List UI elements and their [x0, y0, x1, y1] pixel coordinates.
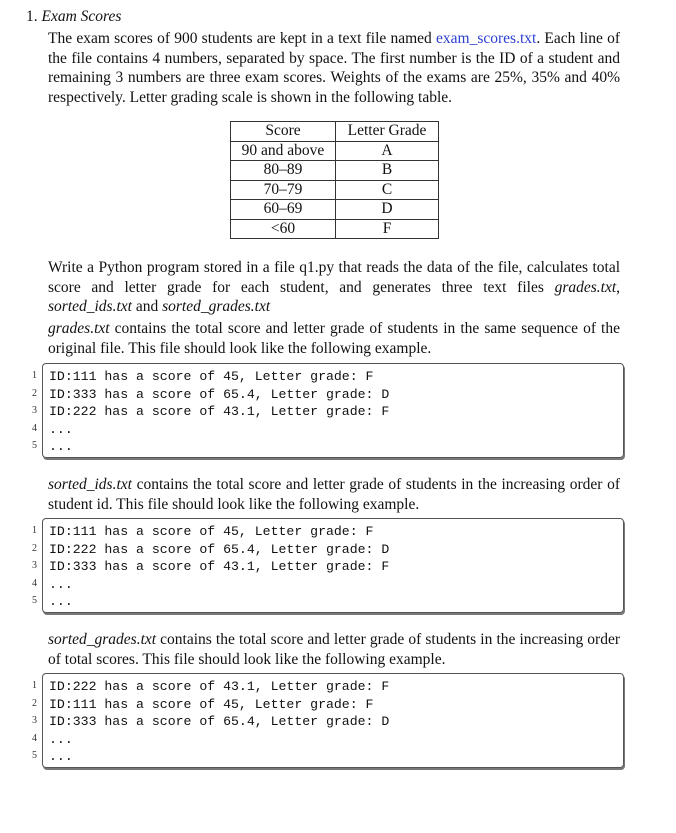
code-line [32, 367, 389, 385]
section-number: 1. [26, 8, 38, 25]
line-number: 1 [32, 680, 37, 691]
exam-scores-link[interactable]: exam_scores.txt [436, 30, 537, 47]
code-text: ... [49, 731, 73, 747]
table-cell: 60–69 [231, 200, 336, 220]
code-text: ID:111 has a score of 45, Letter grade: F [49, 696, 374, 712]
code-line [32, 557, 390, 575]
code-text: ID:333 has a score of 65.4, Letter grade: D [49, 386, 390, 402]
grading-scale-table [230, 121, 439, 239]
code-line [32, 712, 390, 730]
line-number: 4 [32, 422, 37, 434]
sorted-grades-description [48, 630, 620, 669]
table-cell: F [336, 219, 439, 239]
sorted-ids-code-example [32, 518, 624, 613]
intro-paragraph [48, 29, 620, 107]
grades-description [48, 319, 620, 358]
code-line [32, 437, 389, 455]
file-name: sorted_ids.txt [48, 476, 132, 493]
code-text: ... [49, 439, 73, 455]
code-text: ... [49, 421, 73, 437]
sorted-grades-code-example [32, 673, 624, 768]
code-text: ID:222 has a score of 65.4, Letter grade: D [49, 541, 390, 557]
line-number: 3 [32, 560, 37, 572]
line-number: 2 [32, 387, 37, 399]
table-cell: 70–79 [231, 180, 336, 200]
table-header-row [231, 122, 439, 142]
code-text: ID:222 has a score of 43.1, Letter grade: F [49, 404, 390, 420]
code-line [32, 540, 390, 558]
table-cell: C [336, 180, 439, 200]
file-name: sorted_grades.txt [48, 631, 157, 648]
code-text: ID:333 has a score of 65.4, Letter grade: D [49, 714, 390, 730]
table-header-cell: Letter Grade [336, 122, 439, 142]
table-cell: D [336, 200, 439, 220]
line-number: 2 [32, 697, 37, 709]
line-number: 3 [32, 715, 37, 727]
grades-code-example [32, 363, 624, 458]
code-line [32, 730, 389, 748]
sorted-ids-description [48, 475, 620, 514]
line-number: 4 [32, 577, 37, 589]
table-row [231, 219, 439, 239]
table-row [231, 141, 439, 161]
code-line [32, 677, 390, 695]
file-name-grades: grades.txt [554, 278, 617, 296]
intro-text-1: The exam scores of 900 students are kept in a text file named [48, 30, 437, 47]
table-cell: B [336, 161, 439, 181]
task-sep: , [616, 278, 620, 296]
line-number: 1 [32, 370, 37, 381]
code-line [32, 522, 389, 540]
line-number: 2 [32, 542, 37, 554]
line-number: 3 [32, 405, 37, 417]
code-line [32, 592, 389, 610]
table-header-cell: Score [231, 122, 336, 142]
code-text: ID:111 has a score of 45, Letter grade: F [49, 524, 374, 539]
description-text: contains the total score and letter grade of students in the increasing order of student id. This file should look like the following example. [48, 476, 620, 513]
file-name: grades.txt [48, 320, 110, 337]
section-title: Exam Scores [41, 8, 122, 25]
table-cell: A [336, 141, 439, 161]
table-row [231, 161, 439, 181]
line-number: 5 [32, 440, 37, 452]
task-text: Write a Python program stored in a file q1.py that reads the data of the file, calculates total score and letter grade for each student, and generates three text files [48, 259, 620, 296]
code-line [32, 385, 390, 403]
code-line [32, 420, 389, 438]
description-text: contains the total score and letter grade of students in the increasing order of total scores. This file should look like the following example. [48, 631, 620, 668]
line-number: 4 [32, 732, 37, 744]
table-cell: 80–89 [231, 161, 336, 181]
code-line [32, 695, 389, 713]
code-text: ... [49, 576, 73, 592]
intro-text-2: . Each line of the file contains 4 numbers, separated by space. The first number is the ID of a student and remaining 3 numbers are three exam scores. Weights of the exams are 25%, 35% and 40% respectively. Letter grading scale is shown in the following table. [48, 30, 621, 106]
table-row [231, 200, 439, 220]
task-paragraph [48, 258, 620, 317]
table-row [231, 180, 439, 200]
code-text: ID:222 has a score of 43.1, Letter grade: F [49, 679, 390, 694]
section-heading [26, 8, 121, 26]
code-line [32, 747, 389, 765]
line-number: 1 [32, 525, 37, 536]
code-text: ID:333 has a score of 43.1, Letter grade: F [49, 559, 390, 575]
table-cell: <60 [231, 219, 336, 239]
line-number: 5 [32, 595, 37, 607]
code-text: ... [49, 594, 73, 610]
task-sep: and [131, 298, 163, 315]
code-text: ... [49, 749, 73, 765]
description-text: contains the total score and letter grade of students in the same sequence of the original file. This file should look like the following example. [48, 320, 620, 357]
table-cell: 90 and above [231, 141, 336, 161]
file-name-sorted-grades: sorted_grades.txt [162, 298, 271, 315]
code-line [32, 575, 389, 593]
code-text: ID:111 has a score of 45, Letter grade: F [49, 369, 374, 384]
file-name-sorted-ids: sorted_ids.txt [48, 298, 132, 315]
line-number: 5 [32, 750, 37, 762]
code-line [32, 402, 390, 420]
